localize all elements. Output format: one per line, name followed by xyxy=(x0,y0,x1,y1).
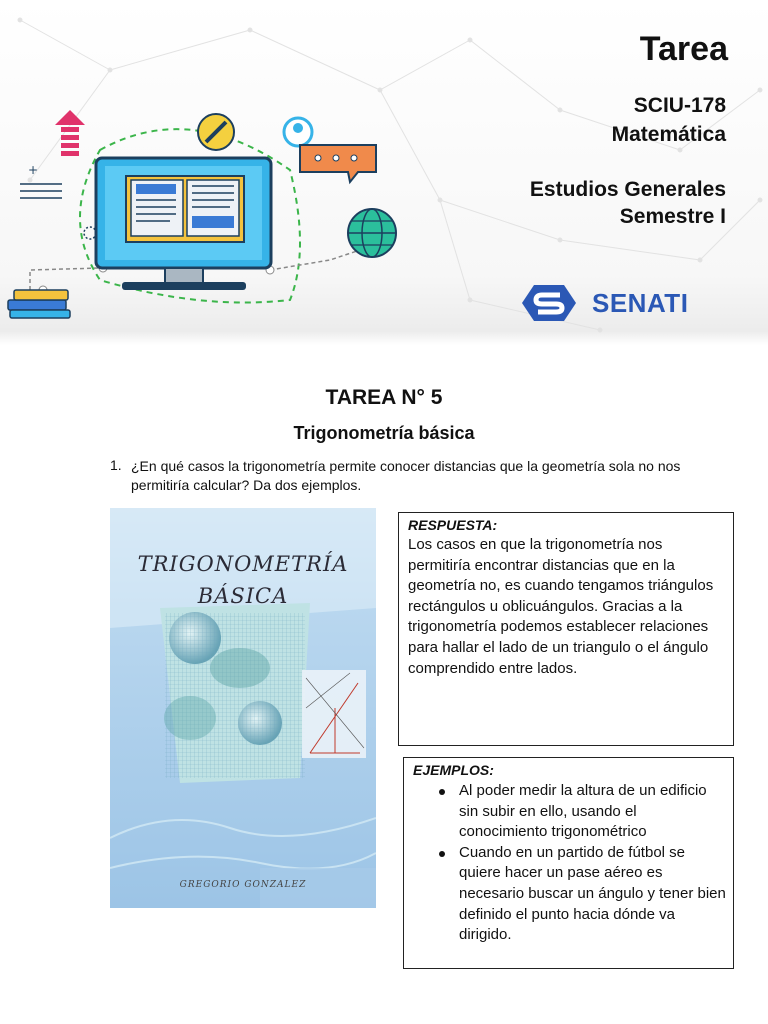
senati-s-icon xyxy=(520,283,578,323)
task-subtitle: Trigonometría básica xyxy=(293,423,475,443)
bullet-icon xyxy=(439,789,445,795)
examples-list xyxy=(437,781,727,946)
answer-text: Los casos en que la trigonometría nos permitiría encontrar distancias que en la geometría no, es cuando tengamos triángulos rectángulos u oblicuángulos. Gracias a la trigonometría podemos establecer relaciones para hallar el lado de un triangulo o el ángulo comprendido entre lados. xyxy=(408,536,714,677)
list-item xyxy=(437,781,727,843)
question-number: 1. xyxy=(110,457,122,473)
book-cover-image xyxy=(110,508,376,908)
course-code: SCIU-178 xyxy=(633,94,726,117)
examples-heading: EJEMPLOS: xyxy=(413,762,494,778)
book-author: GREGORIO GONZALEZ xyxy=(179,880,307,890)
examples-box xyxy=(403,757,734,969)
book-title-line2: BÁSICA xyxy=(197,584,289,608)
list-item xyxy=(437,843,727,946)
education-illustration xyxy=(0,95,420,335)
senati-logo xyxy=(520,283,688,323)
senati-wordmark: SENATI xyxy=(592,287,689,318)
example-text: Al poder medir la altura de un edificio sin subir en ello, usando el conocimiento trigonométrico xyxy=(459,782,707,841)
task-title: TAREA N° 5 xyxy=(325,386,443,409)
course-name: Matemática xyxy=(611,123,726,146)
answer-box xyxy=(398,512,734,746)
document-header xyxy=(0,0,768,345)
semester-label: Semestre I xyxy=(619,205,726,228)
question-text: ¿En qué casos la trigonometría permite conocer distancias que la geometría sola no nos permitiría calcular? Da dos ejemplos. xyxy=(131,458,681,493)
svg-text:+: + xyxy=(28,163,39,177)
bullet-icon xyxy=(439,851,445,857)
example-text: Cuando en un partido de fútbol se quiere hacer un pase aéreo es necesario buscar un ángulo y tener bien definido el punto hacia dónde va dirigido. xyxy=(459,843,726,944)
book-title-line1: TRIGONOMETRÍA xyxy=(137,552,349,576)
answer-heading: RESPUESTA: xyxy=(408,517,498,533)
program-name: Estudios Generales xyxy=(529,178,726,201)
header-title: Tarea xyxy=(639,30,728,68)
